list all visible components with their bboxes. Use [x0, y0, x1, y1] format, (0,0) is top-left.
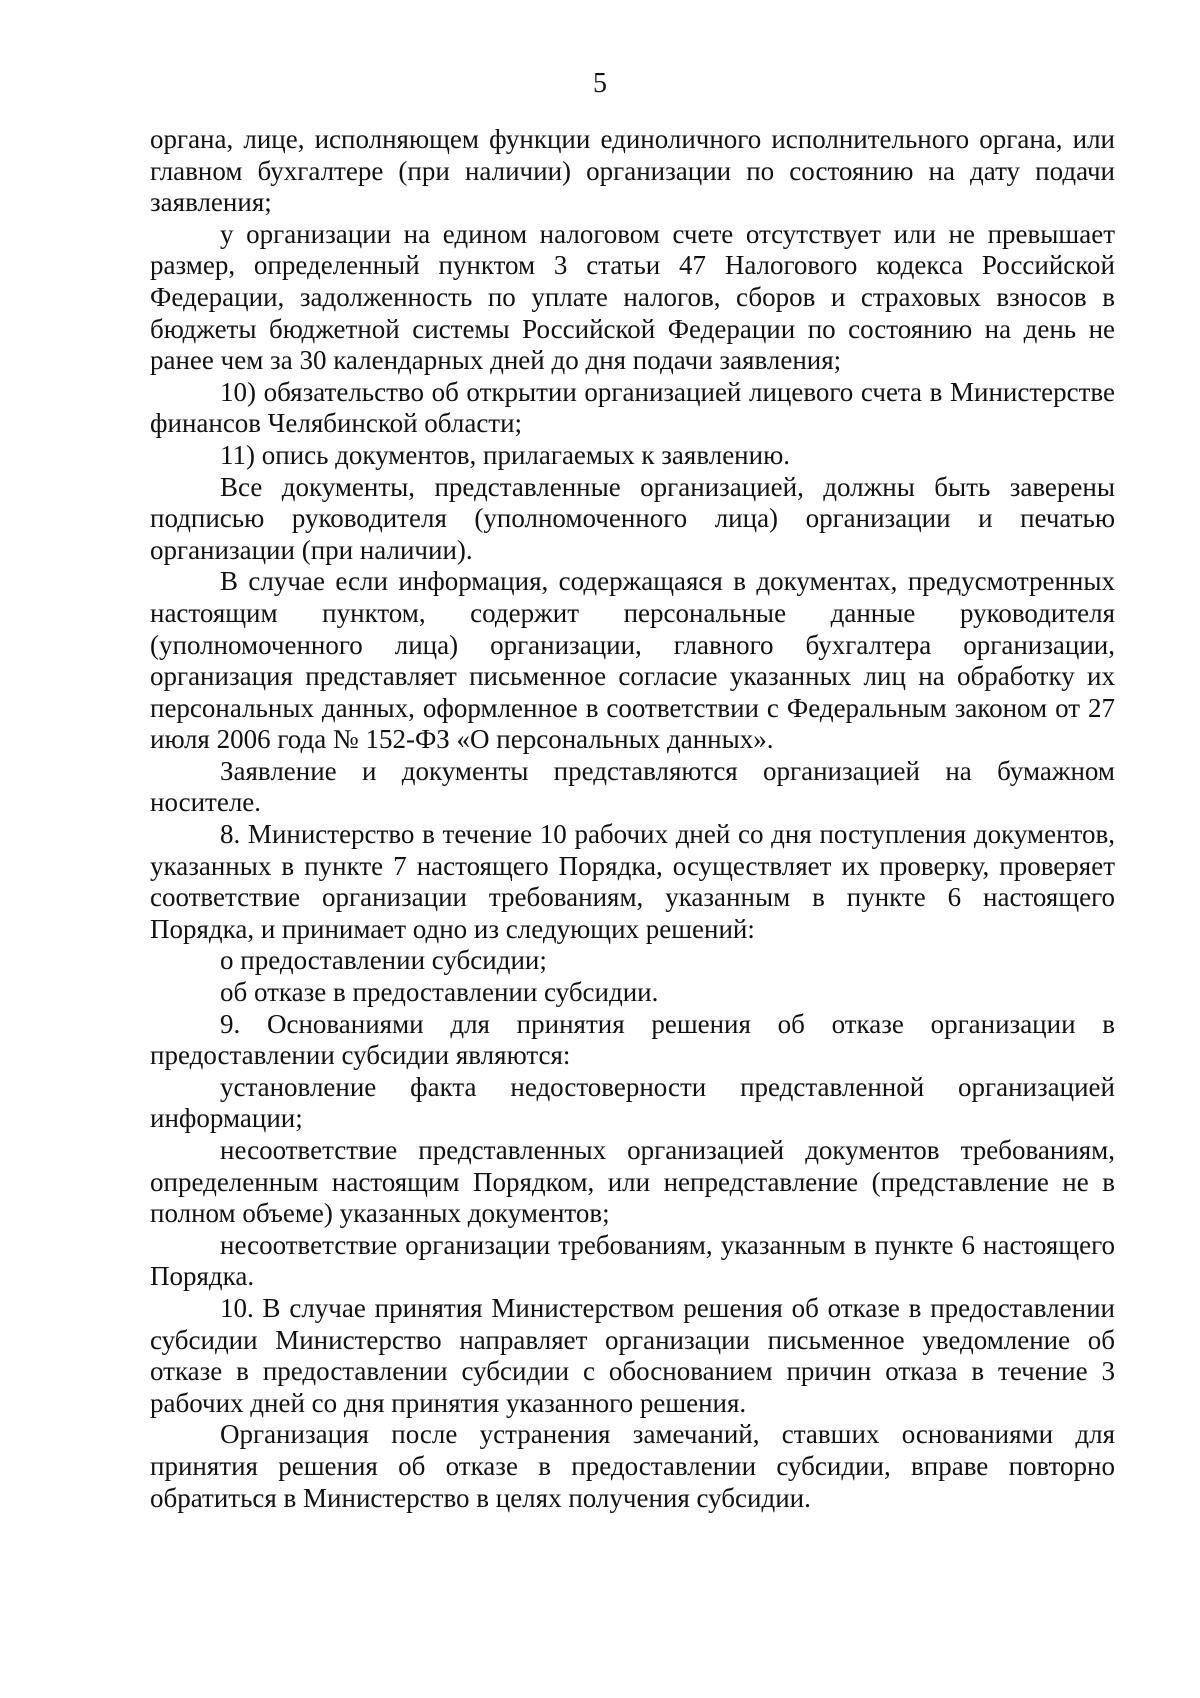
paragraph: установление факта недостоверности представленной организацией информации;: [150, 1071, 1115, 1134]
paragraph: 11) опись документов, прилагаемых к заявлению.: [220, 439, 790, 470]
paragraph: Заявление и документы представляются организацией на бумажном носителе.: [150, 755, 1115, 818]
paragraph: о предоставлении субсидии;: [220, 945, 547, 976]
page-number: 5: [593, 68, 607, 99]
paragraph: несоответствие организации требованиям, указанным в пункте 6 настоящего Порядка.: [150, 1229, 1115, 1292]
paragraph: 10) обязательство об открытии организацией лицевого счета в Министерстве финансов Челябинской области;: [150, 376, 1115, 439]
paragraph: об отказе в предоставлении субсидии.: [220, 977, 659, 1008]
paragraph: органа, лице, исполняющем функции единоличного исполнительного органа, или главном бухгалтере (при наличии) организации по состоянию на дату подачи заявления;: [150, 124, 1115, 218]
paragraph: у организации на едином налоговом счете отсутствует или не превышает размер, определенный пунктом 3 статьи 47 Налогового кодекса Российской Федерации, задолженность по уплате налогов, сборов и страховых взносов в бюджеты бюджетной системы Российской Федерации по состоянию на день не ранее чем за 30 календарных дней до дня подачи заявления;: [150, 218, 1115, 376]
paragraph: 10. В случае принятия Министерством решения об отказе в предоставлении субсидии Министерство направляет организации письменное уведомление об отказе в предоставлении субсидии с обоснованием причин отказа в течение 3 рабочих дней со дня принятия указанного решения.: [150, 1292, 1115, 1418]
paragraph: несоответствие представленных организацией документов требованиям, определенным настоящим Порядком, или непредставление (представление не в полном объеме) указанных документов;: [150, 1135, 1115, 1229]
paragraph: В случае если информация, содержащаяся в документах, предусмотренных настоящим пунктом, содержит персональные данные руководителя (уполномоченного лица) организации, главного бухгалтера организации, организация представляет письменное согласие указанных лиц на обработку их персональных данных, оформленное в соответствии с Федеральным законом от 27 июля 2006 года № 152-ФЗ «О персональных данных».: [150, 566, 1115, 755]
document-body: [150, 124, 1115, 1514]
paragraph: Все документы, представленные организацией, должны быть заверены подписью руководителя (уполномоченного лица) организации и печатью организации (при наличии).: [150, 471, 1115, 565]
paragraph: Организация после устранения замечаний, ставших основаниями для принятия решения об отказе в предоставлении субсидии, вправе повторно обратиться в Министерство в целях получения субсидии.: [150, 1419, 1115, 1513]
paragraph: 9. Основаниями для принятия решения об отказе организации в предоставлении субсидии являются:: [150, 1008, 1115, 1071]
paragraph: 8. Министерство в течение 10 рабочих дней со дня поступления документов, указанных в пункте 7 настоящего Порядка, осуществляет их проверку, проверяет соответствие организации требованиям, указанным в пункте 6 настоящего Порядка, и принимает одно из следующих решений:: [150, 819, 1115, 944]
